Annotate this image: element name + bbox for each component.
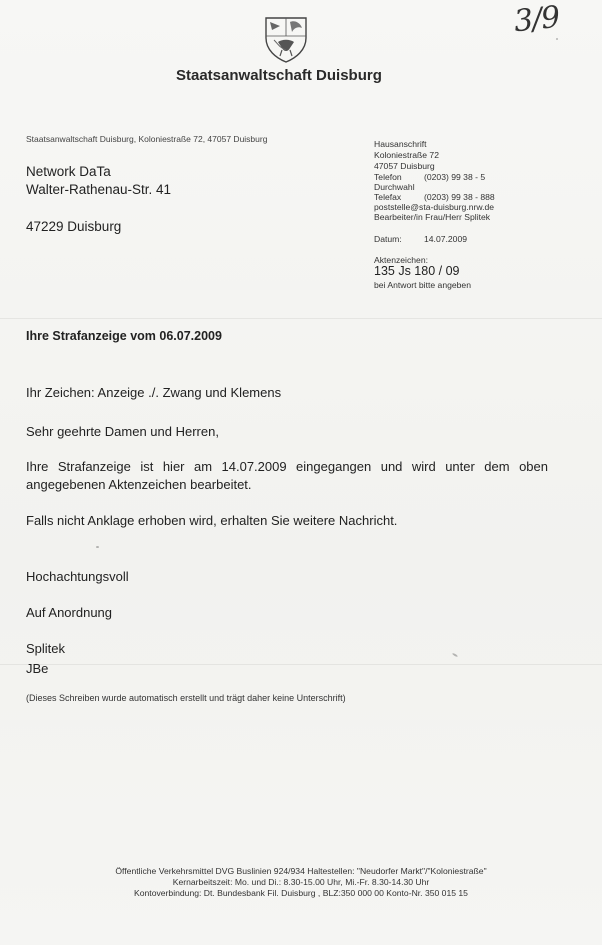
- paragraph-receipt-line-1: Ihre Strafanzeige ist hier am 14.07.2009 eingegangen und wird unter dem oben: [26, 459, 548, 474]
- scan-speck: [96, 546, 99, 548]
- footer-bank: Kontoverbindung: Dt. Bundesbank Fil. Duisburg , BLZ:350 000 00 Konto-Nr. 350 015 15: [134, 888, 468, 898]
- by-order: Auf Anordnung: [26, 605, 113, 620]
- fax-value: (0203) 99 38 - 888: [424, 192, 495, 202]
- handwritten-page-note: 3/9: [512, 0, 561, 40]
- authority-name: Staatsanwaltschaft Duisburg: [176, 67, 382, 84]
- phone-label: Telefon: [374, 172, 402, 182]
- letter-subject: Ihre Strafanzeige vom 06.07.2009: [26, 329, 222, 343]
- scan-speck: [452, 653, 458, 658]
- address-street: Koloniestraße 72: [374, 150, 439, 160]
- fax-label: Telefax: [374, 192, 402, 202]
- phone-value: (0203) 99 38 - 5: [424, 172, 486, 182]
- reference-number: 135 Js 180 / 09: [374, 264, 460, 278]
- signer-initials: JBe: [26, 661, 49, 676]
- address-label: Hausanschrift: [374, 139, 427, 149]
- sender-return-address: Staatsanwaltschaft Duisburg, Koloniestraße 72, 47057 Duisburg: [26, 134, 268, 144]
- reference-label: Aktenzeichen:: [374, 255, 428, 265]
- recipient-city: 47229 Duisburg: [26, 219, 122, 234]
- closing: Hochachtungsvoll: [26, 569, 129, 584]
- scan-speck: [556, 38, 558, 40]
- date-label: Datum:: [374, 234, 402, 244]
- signer-name: Splitek: [26, 641, 66, 656]
- your-reference: Ihr Zeichen: Anzeige ./. Zwang und Klemens: [26, 385, 282, 400]
- paragraph-notice: Falls nicht Anklage erhoben wird, erhalten Sie weitere Nachricht.: [26, 513, 398, 528]
- recipient-name: Network DaTa: [26, 164, 111, 179]
- salutation: Sehr geehrte Damen und Herren,: [26, 424, 219, 439]
- paragraph-receipt-line-2: angegebenen Aktenzeichen bearbeitet.: [26, 477, 252, 492]
- address-city: 47057 Duisburg: [374, 161, 435, 171]
- footer-hours: Kernarbeitszeit: Mo. und Di.: 8.30-15.00 Uhr, Mi.-Fr. 8.30-14.30 Uhr: [172, 877, 430, 887]
- date-value: 14.07.2009: [424, 234, 468, 244]
- email-address: poststelle@sta-duisburg.nrw.de: [374, 202, 495, 212]
- fold-line: [0, 318, 602, 319]
- recipient-street: Walter-Rathenau-Str. 41: [26, 182, 172, 197]
- direct-dial-label: Durchwahl: [374, 182, 415, 192]
- automatic-letter-note: (Dieses Schreiben wurde automatisch erstellt und trägt daher keine Unterschrift): [26, 693, 346, 703]
- reference-note: bei Antwort bitte angeben: [374, 280, 471, 290]
- fold-line: [0, 664, 602, 665]
- coat-of-arms-icon: [260, 14, 312, 64]
- paragraph-receipt: [26, 458, 548, 494]
- clerk-name: Bearbeiter/in Frau/Herr Splitek: [374, 212, 491, 222]
- footer-transit: Öffentliche Verkehrsmittel DVG Buslinien 924/934 Haltestellen: "Neudorfer Markt"/"Koloniestraße": [115, 866, 487, 876]
